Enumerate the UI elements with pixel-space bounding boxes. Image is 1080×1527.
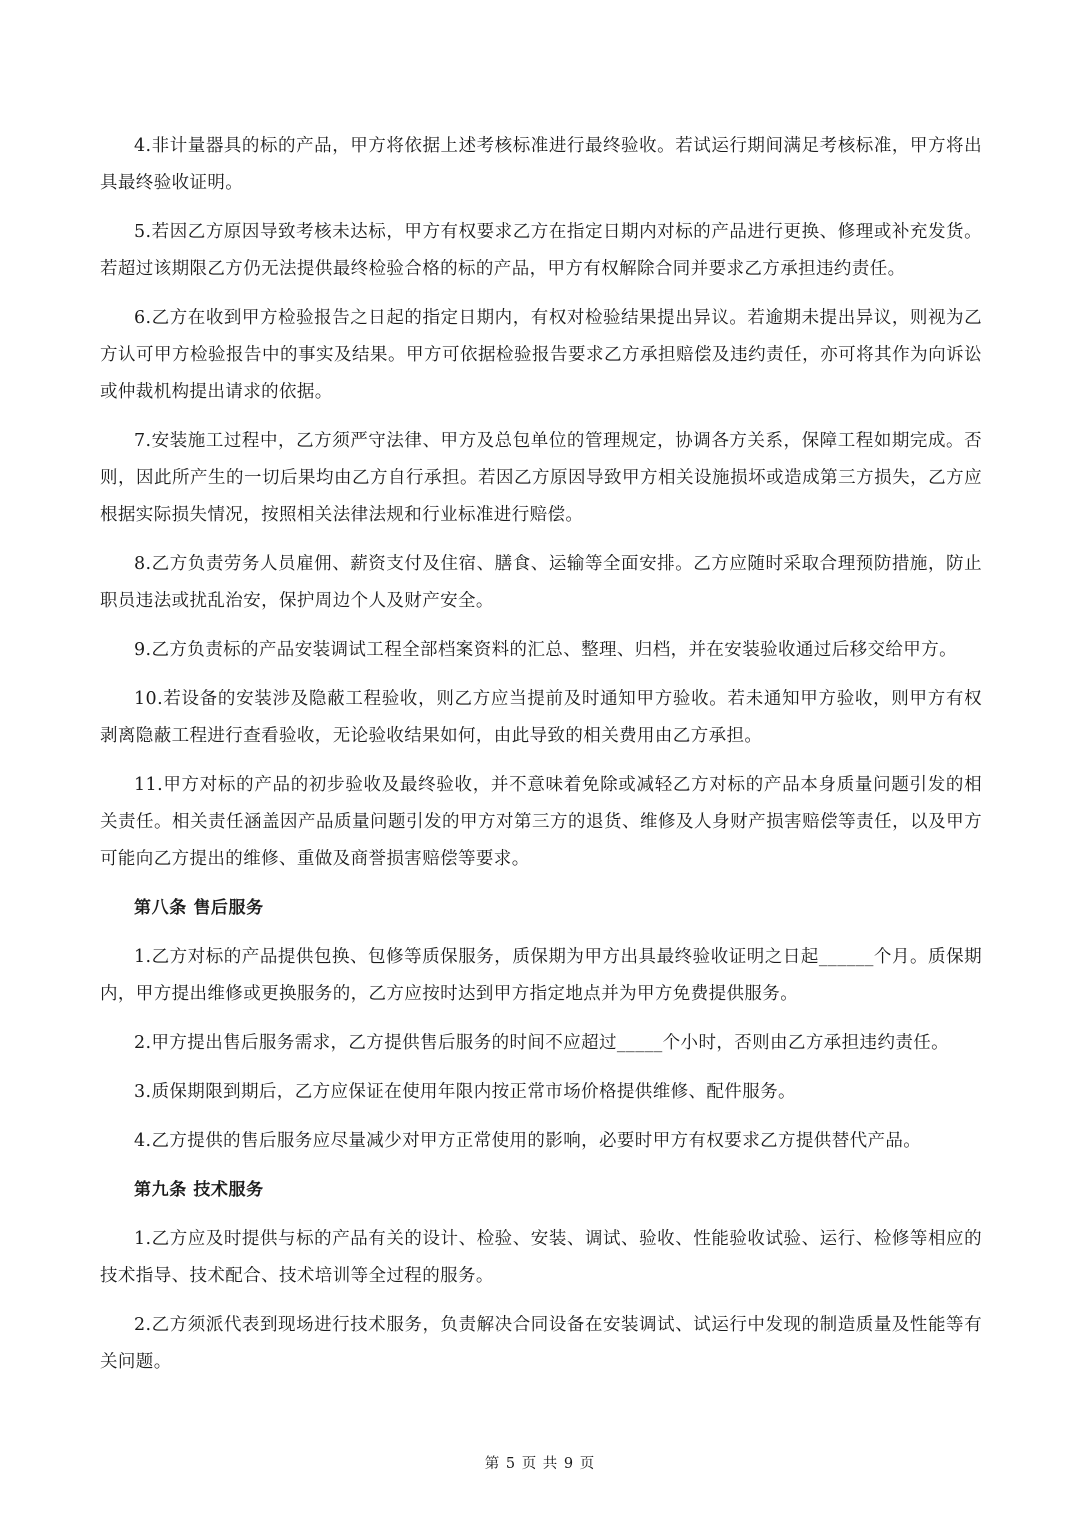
clause-paragraph: 1.乙方应及时提供与标的产品有关的设计、检验、安装、调试、验收、性能验收试验、运行、检修等相应的技术指导、技术配合、技术培训等全过程的服务。 <box>100 1229 982 1286</box>
clause-paragraph: 2.乙方须派代表到现场进行技术服务，负责解决合同设备在安装调试、试运行中发现的制造质量及性能等有关问题。 <box>100 1315 982 1372</box>
clause-paragraph: 11.甲方对标的产品的初步验收及最终验收，并不意味着免除或减轻乙方对标的产品本身质量问题引发的相关责任。相关责任涵盖因产品质量问题引发的甲方对第三方的退货、维修及人身财产损害赔偿等责任，以及甲方可能向乙方提出的维修、重做及商誉损害赔偿等要求。 <box>100 775 982 869</box>
clause-paragraph: 4.乙方提供的售后服务应尽量减少对甲方正常使用的影响，必要时甲方有权要求乙方提供替代产品。 <box>134 1131 922 1151</box>
clause-paragraph: 8.乙方负责劳务人员雇佣、薪资支付及住宿、膳食、运输等全面安排。乙方应随时采取合理预防措施，防止职员违法或扰乱治安，保护周边个人及财产安全。 <box>100 554 982 611</box>
page-number-footer: 第 5 页 共 9 页 <box>484 1456 596 1472</box>
document-body <box>100 128 982 1393</box>
section-heading-after-sales: 第八条 售后服务 <box>134 898 264 918</box>
clause-paragraph: 7.安装施工过程中，乙方须严守法律、甲方及总包单位的管理规定，协调各方关系，保障工程如期完成。否则，因此所产生的一切后果均由乙方自行承担。若因乙方原因导致甲方相关设施损坏或造成第三方损失，乙方应根据实际损失情况，按照相关法律法规和行业标准进行赔偿。 <box>100 431 982 525</box>
clause-paragraph: 1.乙方对标的产品提供包换、包修等质保服务，质保期为甲方出具最终验收证明之日起______个月。质保期内，甲方提出维修或更换服务的，乙方应按时达到甲方指定地点并为甲方免费提供服务。 <box>100 947 982 1004</box>
clause-paragraph: 5.若因乙方原因导致考核未达标，甲方有权要求乙方在指定日期内对标的产品进行更换、修理或补充发货。若超过该期限乙方仍无法提供最终检验合格的标的产品，甲方有权解除合同并要求乙方承担违约责任。 <box>100 222 982 279</box>
clause-paragraph: 4.非计量器具的标的产品，甲方将依据上述考核标准进行最终验收。若试运行期间满足考核标准，甲方将出具最终验收证明。 <box>100 136 982 193</box>
clause-paragraph: 3.质保期限到期后，乙方应保证在使用年限内按正常市场价格提供维修、配件服务。 <box>134 1082 796 1102</box>
section-heading-technical-service: 第九条 技术服务 <box>134 1180 264 1200</box>
clause-paragraph: 10.若设备的安装涉及隐蔽工程验收，则乙方应当提前及时通知甲方验收。若未通知甲方验收，则甲方有权剥离隐蔽工程进行查看验收，无论验收结果如何，由此导致的相关费用由乙方承担。 <box>100 689 982 746</box>
clause-paragraph: 2.甲方提出售后服务需求，乙方提供售后服务的时间不应超过_____个小时，否则由乙方承担违约责任。 <box>134 1033 950 1053</box>
clause-paragraph: 6.乙方在收到甲方检验报告之日起的指定日期内，有权对检验结果提出异议。若逾期未提出异议，则视为乙方认可甲方检验报告中的事实及结果。甲方可依据检验报告要求乙方承担赔偿及违约责任，亦可将其作为向诉讼或仲裁机构提出请求的依据。 <box>100 308 982 402</box>
clause-paragraph: 9.乙方负责标的产品安装调试工程全部档案资料的汇总、整理、归档，并在安装验收通过后移交给甲方。 <box>134 640 957 660</box>
